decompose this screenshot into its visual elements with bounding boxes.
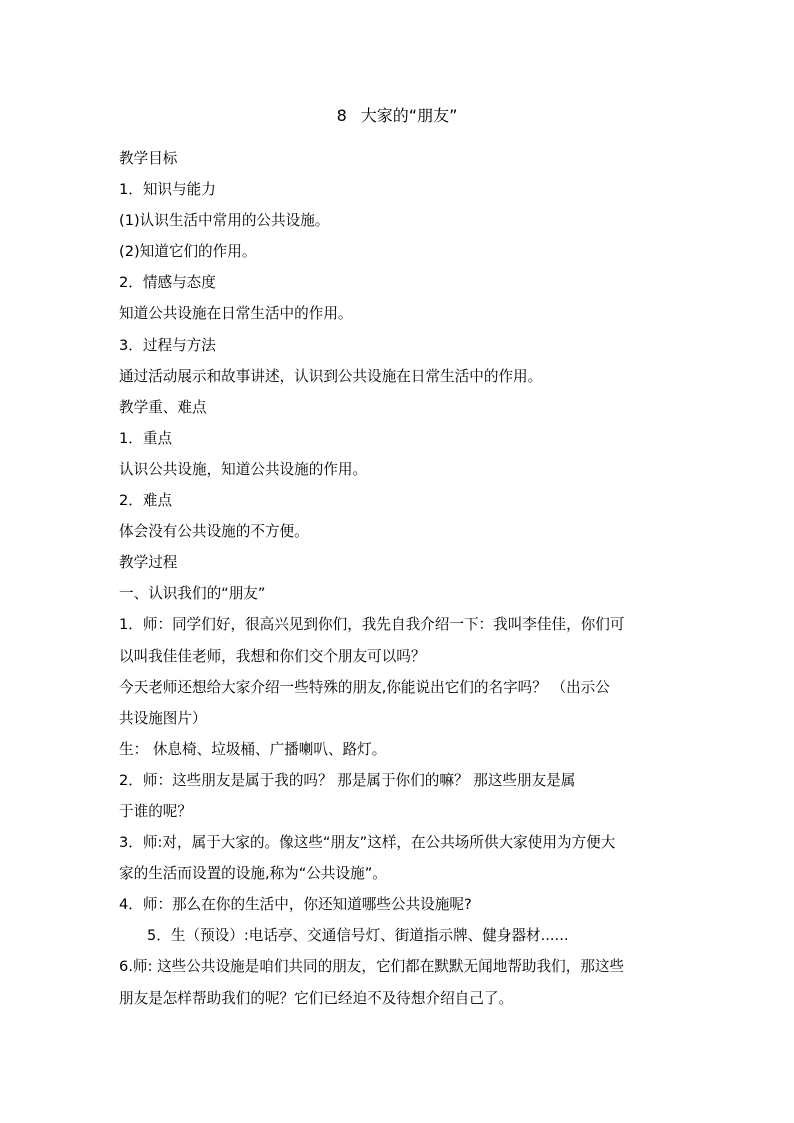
paragraph-line: 2．师：这些朋友是属于我的吗？ 那是属于你们的嘛？ 那这些朋友是属 (119, 771, 576, 789)
paragraph-line: (1)认识生活中常用的公共设施。 (119, 212, 330, 230)
paragraph-line: 1．师：同学们好，很高兴见到你们，我先自我介绍一下：我叫李佳佳，你们可 (119, 616, 625, 634)
paragraph-line: 体会没有公共设施的不方便。 (119, 523, 309, 541)
paragraph-line: 知道公共设施在日常生活中的作用。 (119, 305, 353, 323)
page-title (0, 104, 794, 128)
paragraph-line: 6.师: 这些公共设施是咱们共同的朋友，它们都在默默无闻地帮助我们，那这些 (119, 958, 625, 976)
section-heading-key-points: 教学重、难点 (119, 398, 207, 416)
subheading-knowledge-ability: 1．知识与能力 (119, 181, 216, 199)
subheading-emotion-attitude: 2．情感与态度 (119, 274, 216, 292)
section-heading-objectives: 教学目标 (119, 150, 178, 167)
paragraph-line: 于谁的呢？ (119, 802, 192, 820)
section-heading-process: 教学过程 (119, 554, 178, 572)
subheading-key-point: 1．重点 (119, 429, 173, 447)
paragraph-line: 家的生活而设置的设施,称为“公共设施”。 (119, 865, 387, 883)
subheading-part-one: 一、认识我们的“朋友” (119, 585, 266, 603)
paragraph-line: 通过活动展示和故事讲述，认识到公共设施在日常生活中的作用。 (119, 367, 543, 385)
document-body (119, 143, 679, 1014)
paragraph-line: 今天老师还想给大家介绍一些特殊的朋友,你能说出它们的名字吗？ （出示公 (119, 678, 610, 696)
lesson-title: 大家的“朋友” (360, 106, 458, 125)
subheading-process-method: 3．过程与方法 (119, 336, 216, 354)
paragraph-line: (2)知道它们的作用。 (119, 243, 257, 261)
paragraph-line: 生： 休息椅、垃圾桶、广播喇叭、路灯。 (119, 740, 387, 758)
subheading-difficulty: 2．难点 (119, 492, 173, 510)
paragraph-line: 认识公共设施，知道公共设施的作用。 (119, 460, 368, 478)
paragraph-line: 5．生（预设）:电话亭、交通信号灯、街道指示牌、健身器材...... (147, 927, 569, 945)
paragraph-line: 以叫我佳佳老师，我想和你们交个朋友可以吗？ (119, 647, 426, 665)
paragraph-line: 4．师：那么在你的生活中，你还知道哪些公共设施呢? (119, 896, 472, 914)
lesson-number: 8 (336, 106, 347, 125)
paragraph-line: 3．师:对，属于大家的。像这些“朋友”这样，在公共场所供大家使用为方便大 (119, 834, 616, 852)
paragraph-line: 朋友是怎样帮助我们的呢？它们已经迫不及待想介绍自己了。 (119, 989, 514, 1007)
paragraph-line: 共设施图片） (119, 709, 207, 727)
